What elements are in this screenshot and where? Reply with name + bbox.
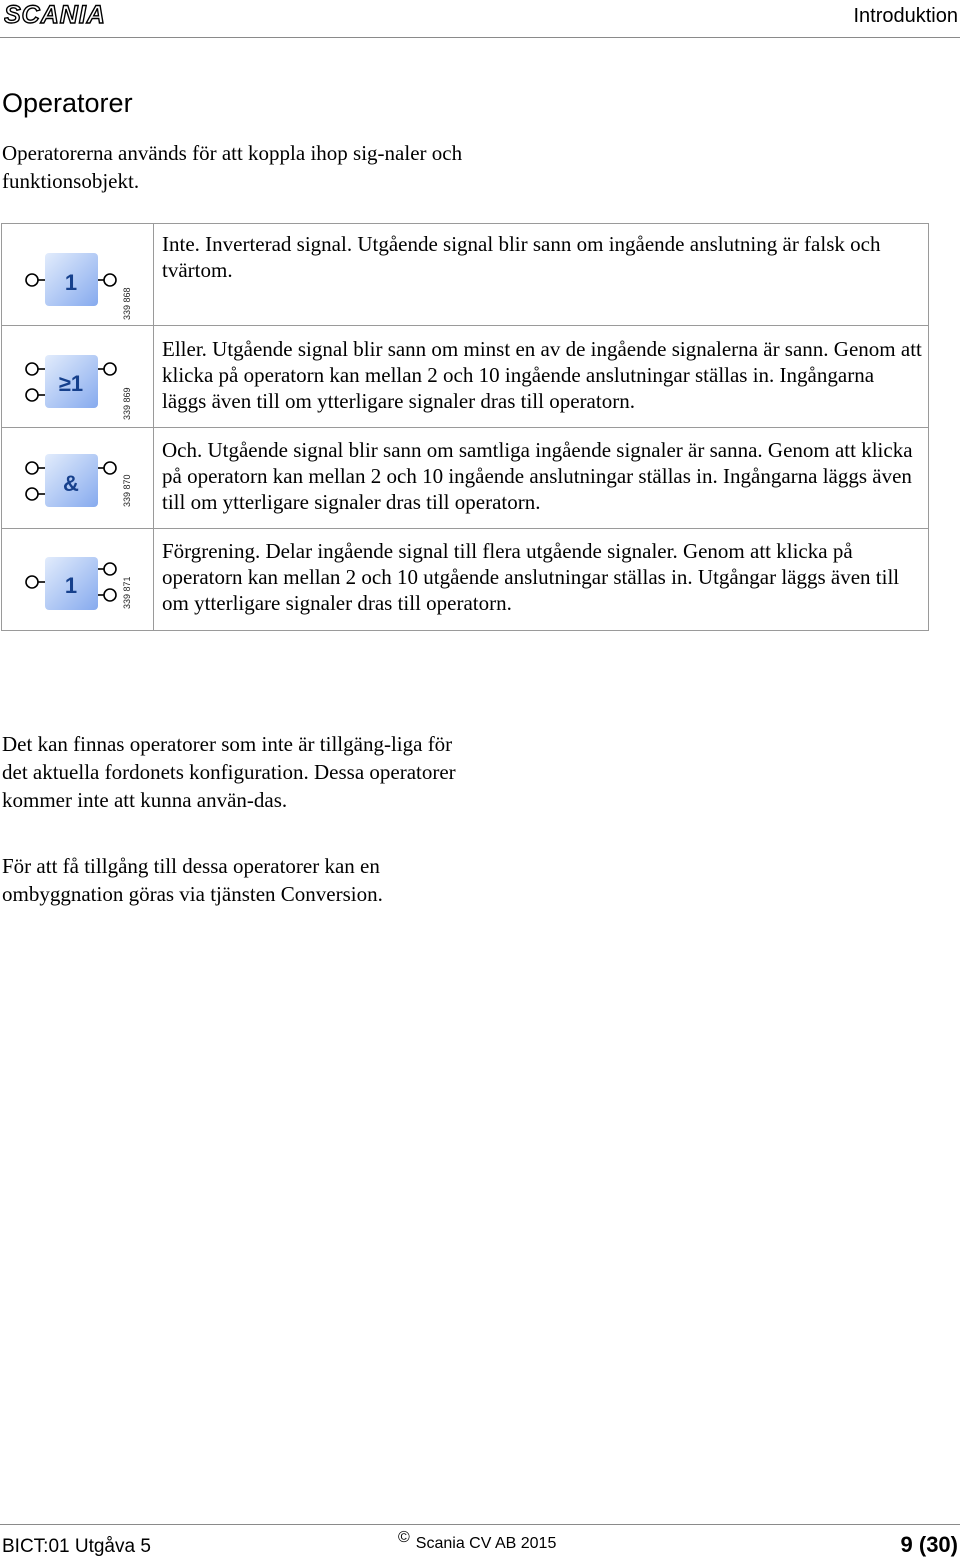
- svg-text:1: 1: [64, 573, 78, 598]
- operator-description: Och. Utgående signal blir sann om samtliga ingående signaler är sanna. Genom att klicka på operatorn kan mellan 2 och 10 ingående anslutningar ställas in. Ingångarna läggs även till om ytterligare signaler dras till operatorn.: [162, 438, 913, 514]
- operator-description: Inte. Inverterad signal. Utgående signal blir sann om ingående anslutning är falsk och tvärtom.: [162, 232, 881, 282]
- row-divider: [2, 325, 928, 326]
- header-divider: [0, 37, 960, 38]
- document-id: BICT:01 Utgåva 5: [2, 1536, 151, 1557]
- svg-text:≥1: ≥1: [58, 371, 84, 396]
- and-operator-figure: [20, 449, 150, 529]
- figure-number: 339 870: [122, 474, 132, 507]
- operator-description: Eller. Utgående signal blir sann om minst en av de ingående signalerna är sann. Genom att klicka på operatorn kan mellan 2 och 10 ingående anslutningar ställas in. Ingångarna läggs även till om ytterligare signaler dras till operatorn.: [162, 337, 922, 413]
- section-title: Introduktion: [853, 5, 958, 27]
- figure-number: 339 871: [122, 576, 132, 609]
- operator-description: Förgrening. Delar ingående signal till flera utgående signaler. Genom att klicka på operatorn kan mellan 2 och 10 utgående anslutningar ställas in. Utgångar läggs även till om ytterligare signaler dras till operatorn.: [162, 539, 900, 615]
- figure-number: 339 868: [122, 287, 132, 320]
- or-operator-figure: [20, 347, 150, 427]
- and-gate-icon: [20, 449, 130, 529]
- copyright-icon: ©: [398, 1529, 410, 1546]
- or-gate-icon: [20, 347, 130, 427]
- figure-number: 339 869: [122, 387, 132, 420]
- operator-table: [1, 223, 929, 631]
- page-number: 9 (30): [900, 1532, 958, 1557]
- footer-divider: [0, 1524, 960, 1525]
- availability-note: Det kan finnas operatorer som inte är tillgäng-liga för det aktuella fordonets konfiguration. Dessa operatorer kommer inte att kunna använ-das.: [2, 732, 456, 812]
- svg-text:SCANIA: SCANIA: [4, 2, 106, 26]
- svg-text:1: 1: [64, 270, 78, 295]
- intro-paragraph: Operatorerna används för att koppla ihop sig-naler och funktionsobjekt.: [2, 141, 463, 193]
- svg-text:&: &: [63, 471, 79, 496]
- copyright-text: Scania CV AB 2015: [415, 1535, 557, 1552]
- conversion-note: För att få tillgång till dessa operatorer kan en ombyggnation göras via tjänsten Conversion.: [2, 854, 383, 906]
- copyright-notice: [398, 1529, 556, 1553]
- not-gate-icon: [20, 246, 130, 316]
- not-operator-figure: [20, 246, 150, 320]
- fork-icon: [20, 549, 130, 629]
- fork-operator-figure: [20, 549, 150, 629]
- page-heading: Operatorer: [2, 88, 133, 118]
- scania-logo: [4, 2, 152, 26]
- row-divider: [2, 427, 928, 428]
- page-header: [0, 0, 960, 38]
